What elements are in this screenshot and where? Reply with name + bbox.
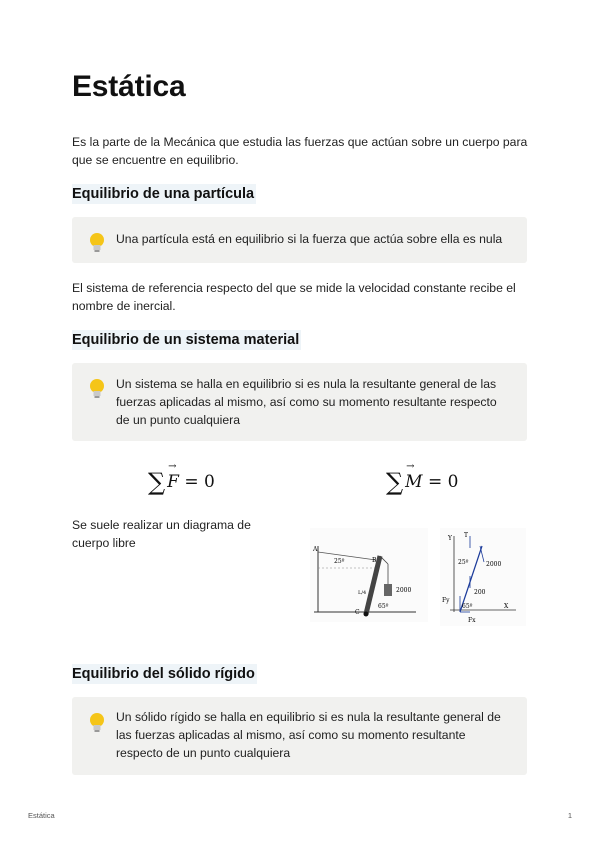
intro-paragraph: Es la parte de la Mecánica que estudia las fuerzas que actúan sobre un cuerpo para que se encuentre en equilibrio. [72,135,528,167]
formula-sum-moments [386,468,458,496]
callout-text: Una partícula está en equilibrio si la fuerza que actúa sobre ella es nula [116,232,503,246]
lightbulb-icon [86,231,108,255]
page-title: Estática [72,70,186,103]
diagram-paragraph: Se suele realizar un diagrama de cuerpo libre [72,518,251,550]
formula-sum-forces [148,468,215,496]
sum-symbol: ∑ [148,468,166,496]
footer-title: Estática [28,811,55,820]
formula-rhs: = 0 [184,472,215,492]
boom-diagram [310,528,428,622]
heading-particle: Equilibrio de una partícula [72,186,255,202]
label-angle3: 25º [458,559,469,566]
label-c: C [355,609,360,616]
free-body-diagram [440,528,526,626]
label-fx: Fx [468,617,476,624]
callout-rigid-solid [72,697,527,775]
label-t: T [464,532,469,539]
label-l4: L/4 [358,590,367,596]
footer-page-number: 1 [567,811,572,820]
callout-particle [72,217,527,263]
label-force-200: 200 [474,589,486,596]
formula-var: → M [405,472,422,492]
label-b: B [372,557,377,564]
lightbulb-icon [86,377,108,401]
callout-material-system [72,363,527,441]
formula-var: → F [167,472,179,492]
formula-rhs: = 0 [427,472,459,492]
label-angle2: 65º [378,603,389,610]
label-a: A [313,546,318,553]
heading-material-system: Equilibrio de un sistema material [72,332,300,348]
lightbulb-icon [86,711,108,735]
label-angle4: 65º [462,603,473,610]
label-y-axis: Y [448,535,452,542]
heading-rigid-solid: Equilibrio del sólido rígido [72,666,255,682]
label-angle1: 25º [334,558,345,565]
sum-symbol: ∑ [386,468,404,496]
label-x-axis: X [504,603,509,610]
callout-text: Un sistema se halla en equilibrio si es nula la resultante general de las fuerzas aplicadas al mismo, así como su momento resultante respecto de un punto cualquiera [116,377,497,427]
inertial-paragraph: El sistema de referencia respecto del que se mide la velocidad constante recibe el nombre de inercial. [72,281,516,313]
label-force-2000: 2000 [486,561,502,568]
label-fy: Fy [442,597,450,604]
callout-text: Un sólido rígido se halla en equilibrio si es nula la resultante general de las fuerzas aplicadas al mismo, así como su momento resultante respecto de un punto cualquiera [116,710,501,760]
label-mass: 2000 [396,587,412,594]
